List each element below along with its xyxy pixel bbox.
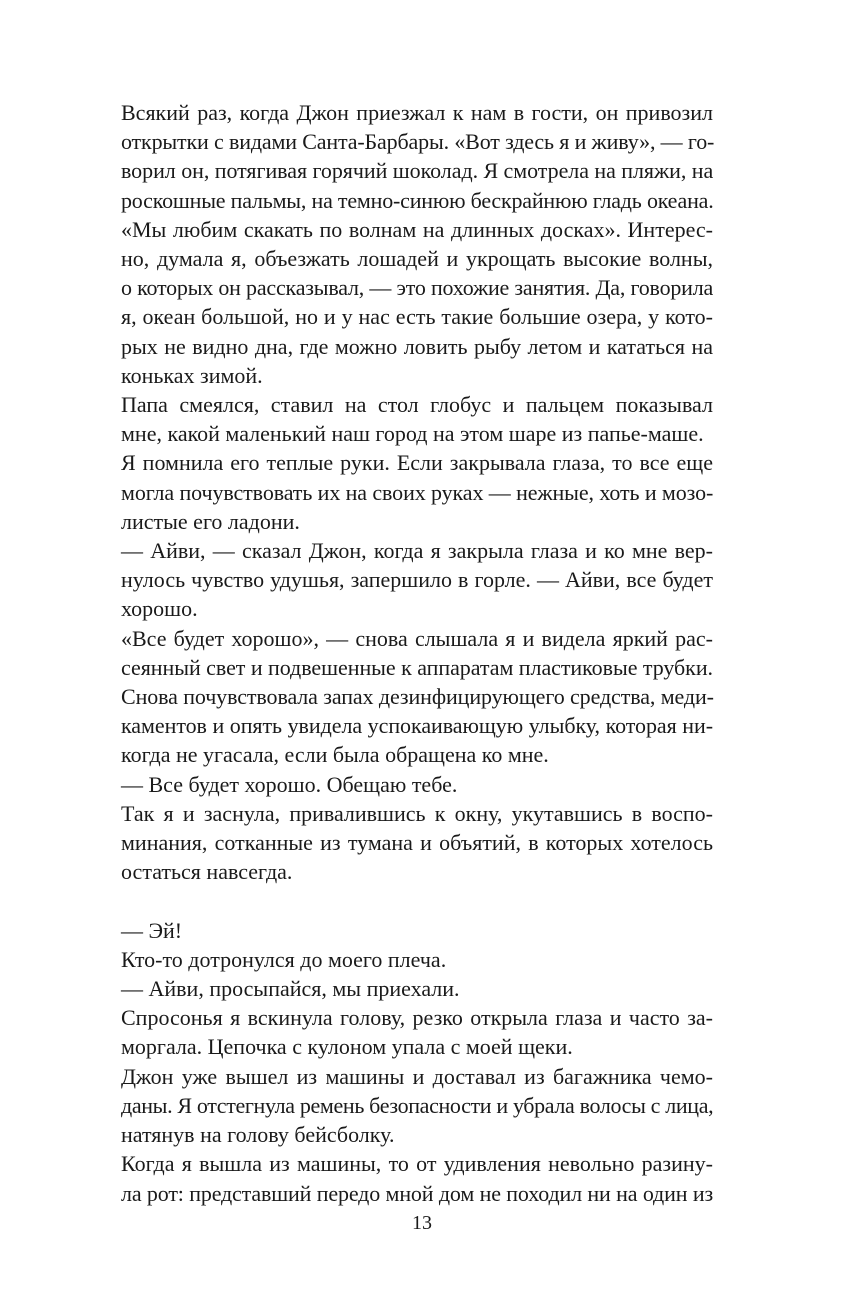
text-line: хорошо.: [121, 596, 198, 622]
text-line: но, думала я, объезжать лошадей и укрощать высокие волны,: [121, 246, 713, 272]
text-line: — Айви, просыпайся, мы приехали.: [121, 976, 460, 1002]
text-line: Спросонья я вскинула голову, резко открыла глаза и часто за-: [121, 1005, 713, 1031]
text-line: открытки с видами Санта-Барбары. «Вот здесь я и живу», — го-: [121, 129, 715, 155]
section-break: [89, 886, 713, 915]
text-line: сеянный свет и подвешенные к аппаратам пластиковые трубки.: [121, 654, 713, 680]
text-line: мне, какой маленький наш город на этом шаре из папье-маше.: [121, 421, 704, 447]
text-line: каментов и опять увидела успокаивающую улыбку, которая ни-: [121, 713, 713, 739]
text-line: нулось чувство удушья, запершило в горле. — Айви, все будет: [121, 567, 713, 593]
text-line: Когда я вышла из машины, то от удивления невольно разину-: [121, 1151, 713, 1177]
paragraph: [89, 624, 713, 770]
text-line: — Айви, — сказал Джон, когда я закрыла глаза и ко мне вер-: [121, 538, 713, 564]
text-line: моргала. Цепочка с кулоном упала с моей щеки.: [121, 1034, 573, 1060]
text-line: даны. Я отстегнула ремень безопасности и убрала волосы с лица,: [121, 1092, 714, 1118]
page-text: [89, 98, 713, 1208]
text-line: я, океан большой, но и у нас есть такие большие озера, у кото-: [121, 304, 713, 330]
text-line: Всякий раз, когда Джон приезжал к нам в гости, он привозил: [121, 100, 713, 125]
paragraph: [89, 1062, 713, 1150]
text-line: остаться навсегда.: [121, 859, 293, 885]
text-line: Я помнила его теплые руки. Если закрывала глаза, то все еще: [121, 450, 713, 476]
paragraph: [89, 390, 713, 448]
text-line: Папа смеялся, ставил на стол глобус и пальцем показывал: [121, 392, 713, 418]
text-line: рых не видно дна, где можно ловить рыбу летом и кататься на: [121, 333, 713, 359]
text-line: коньках зимой.: [121, 362, 263, 388]
paragraph: [89, 1149, 713, 1207]
text-line: минания, сотканные из тумана и объятий, в которых хотелось: [121, 830, 713, 856]
paragraph: [89, 945, 713, 974]
text-line: — Эй!: [121, 917, 183, 943]
text-line: роскошные пальмы, на темно-синюю бескрайнюю гладь океана.: [121, 187, 714, 213]
text-line: ла рот: представший передо мной дом не походил ни на один из: [121, 1180, 713, 1206]
text-line: «Мы любим скакать по волнам на длинных досках». Интерес-: [121, 216, 713, 242]
paragraph: [89, 974, 713, 1003]
text-line: ворил он, потягивая горячий шоколад. Я смотрела на пляжи, на: [121, 158, 714, 184]
text-line: «Все будет хорошо», — снова слышала я и видела яркий рас-: [121, 625, 713, 651]
text-line: Кто-то дотронулся до моего плеча.: [121, 946, 447, 972]
paragraph: [89, 916, 713, 945]
page-number: 13: [412, 1212, 432, 1234]
text-line: когда не угасала, если была обращена ко мне.: [121, 742, 549, 768]
paragraph: [89, 770, 713, 799]
text-line: натянув на голову бейсболку.: [121, 1122, 395, 1148]
text-line: о которых он рассказывал, — это похожие занятия. Да, говорила: [121, 275, 714, 301]
paragraph: [89, 536, 713, 624]
text-line: Так я и заснула, привалившись к окну, укутавшись в воспо-: [121, 800, 713, 826]
text-line: могла почувствовать их на своих руках — нежные, хоть и мозо-: [121, 479, 714, 505]
text-line: Джон уже вышел из машины и доставал из багажника чемо-: [121, 1063, 713, 1089]
text-line: листые его ладони.: [121, 508, 300, 534]
paragraph: [89, 98, 713, 390]
paragraph: [89, 1003, 713, 1061]
paragraph: [89, 799, 713, 887]
text-line: — Все будет хорошо. Обещаю тебе.: [121, 771, 458, 797]
text-line: Снова почувствовала запах дезинфицирующего средства, меди-: [121, 684, 714, 710]
paragraph: [89, 448, 713, 536]
